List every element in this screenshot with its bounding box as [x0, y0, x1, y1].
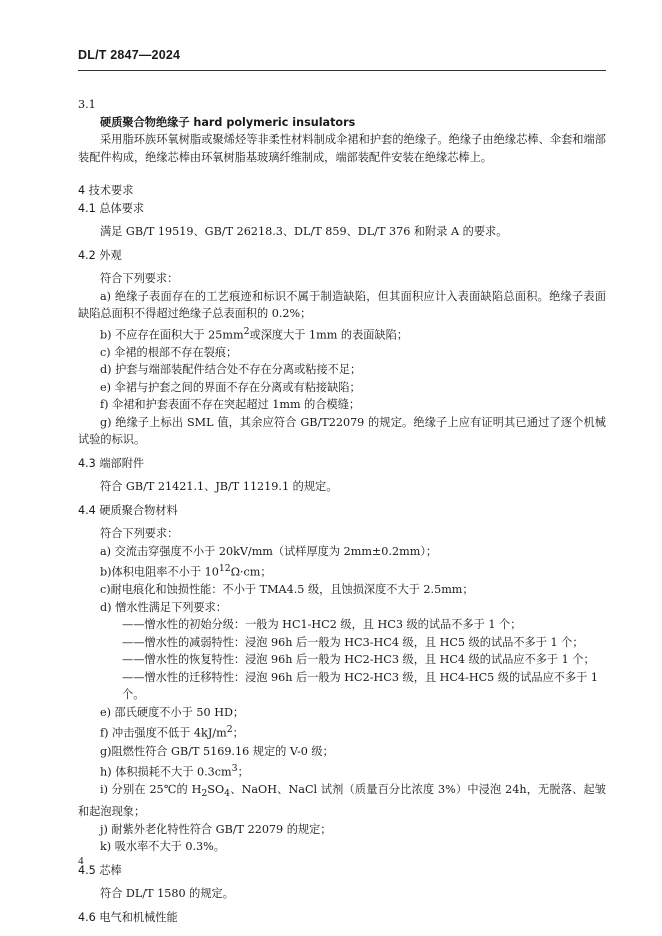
sub-item-4-4-d-4: ——憎水性的迁移特性：浸泡 96h 后一般为 HC2-HC3 级，且 HC4-HC5 级的试品应不多于 1 个。 — [122, 670, 599, 702]
clause-4-1-text: 满足 GB/T 19519、GB/T 26218.3、DL/T 859、DL/T 376 和附录 A 的要求。 — [100, 225, 508, 238]
list-item-4-4-g: g)阻燃性符合 GB/T 5169.16 规定的 V-0 级； — [100, 744, 334, 758]
sub-item-4-4-d-1: ——憎水性的初始分级：一般为 HC1-HC2 级，且 HC3 级的试品不多于 1 个； — [122, 618, 522, 632]
clause-heading-4-6: 4.6 电气和机械性能 — [78, 910, 178, 924]
list-item-4-4-f: f) 冲击强度不低于 $4kJ/m^2$； — [100, 724, 244, 741]
list-item-4-4-h: h) 体积损耗不大于 $0.3cm^3$； — [100, 763, 249, 779]
list-item-4-4-c: c)耐电痕化和蚀损性能：不小于 TMA4.5 级，且蚀损深度不大于 2.5mm； — [100, 583, 474, 597]
list-item-4-2-c: c) 伞裙的根部不存在裂痕； — [100, 345, 238, 359]
term-title: 硬质聚合物绝缘子 hard polymeric insulators — [100, 115, 356, 129]
list-item-4-2-g: g) 绝缘子上标出 SML 值，其余应符合 GB/T22079 的规定。绝缘子上应有证明其已通过了逐个机械试验的标识。 — [78, 415, 606, 447]
clause-4-3-text: 符合 GB/T 21421.1、JB/T 11219.1 的规定。 — [100, 480, 338, 494]
clause-4-2-intro: 符合下列要求： — [100, 272, 179, 285]
list-item-4-4-e: e) 邵氏硬度不小于 50 HD； — [100, 705, 245, 719]
list-item-4-2-e: e) 伞裙与护套之间的界面不存在分离或有粘接缺陷； — [100, 380, 361, 394]
list-item-4-4-d: d) 憎水性满足下列要求： — [100, 600, 227, 614]
clause-number-3-1: 3.1 — [78, 98, 96, 111]
term-definition: 采用脂环族环氧树脂或聚烯烃等非柔性材料制成伞裙和护套的绝缘子。绝缘子由绝缘芯棒、伞套和端部装配件构成，绝缘芯棒由环氧树脂基玻璃纤维制成，端部装配件安装在绝缘芯棒上。 — [78, 133, 606, 164]
page-number: 4 — [78, 855, 84, 867]
document-code: DL/T 2847—2024 — [78, 48, 181, 62]
clause-4-5-text: 符合 DL/T 1580 的规定。 — [100, 887, 234, 901]
list-item-4-2-b: b) 不应存在面积大于 $25mm^2$或深度大于 1mm 的表面缺陷； — [100, 325, 409, 342]
clause-heading-4-1: 4.1 总体要求 — [78, 201, 145, 215]
sub-item-4-4-d-3: ——憎水性的恢复特性：浸泡 96h 后一般为 HC2-HC3 级，且 HC4 级的试品应不多于 1 个； — [122, 653, 595, 667]
list-item-4-2-d: d) 护套与端部装配件结合处不存在分离或粘接不足； — [100, 363, 362, 377]
clause-heading-4-2: 4.2 外观 — [78, 248, 122, 262]
clause-4-4-intro: 符合下列要求： — [100, 527, 179, 541]
page-content — [78, 96, 606, 926]
clause-heading-4-3: 4.3 端部附件 — [78, 456, 145, 470]
list-item-4-2-f: f) 伞裙和护套表面不存在突起超过 1mm 的合模缝； — [100, 398, 361, 412]
clause-heading-4-4: 4.4 硬质聚合物材料 — [78, 503, 178, 517]
list-item-4-4-j: j) 耐紫外老化特性符合 GB/T 22079 的规定； — [100, 822, 332, 836]
list-item-4-2-a: a) 绝缘子表面存在的工艺痕迹和标识不属于制造缺陷，但其面积应计入表面缺陷总面积。绝缘子表面缺陷总面积不得超过绝缘子总表面积的 0.2%； — [78, 289, 606, 320]
list-item-4-4-b: b)体积电阻率不小于 $10^{12}\Omega\cdot cm$； — [100, 563, 272, 579]
list-item-4-4-a: a) 交流击穿强度不小于 20kV/mm（试样厚度为 2mm±0.2mm）； — [100, 544, 438, 558]
section-heading-4: 4 技术要求 — [78, 184, 134, 197]
header-rule — [78, 70, 606, 71]
sub-item-4-4-d-2: ——憎水性的减弱特性：浸泡 96h 后一般为 HC3-HC4 级，且 HC5 级的试品不多于 1 个； — [122, 635, 584, 649]
clause-heading-4-5: 4.5 芯棒 — [78, 863, 122, 877]
list-item-4-4-i: i) 分别在 25℃的 $H_2SO_4$、NaOH、NaCl 试剂（质量百分比浓度 3%）中浸泡 24h，无脱落、起皱和起泡现象； — [78, 783, 607, 819]
list-item-4-4-k: k) 吸水率不大于 0.3%。 — [100, 840, 225, 854]
